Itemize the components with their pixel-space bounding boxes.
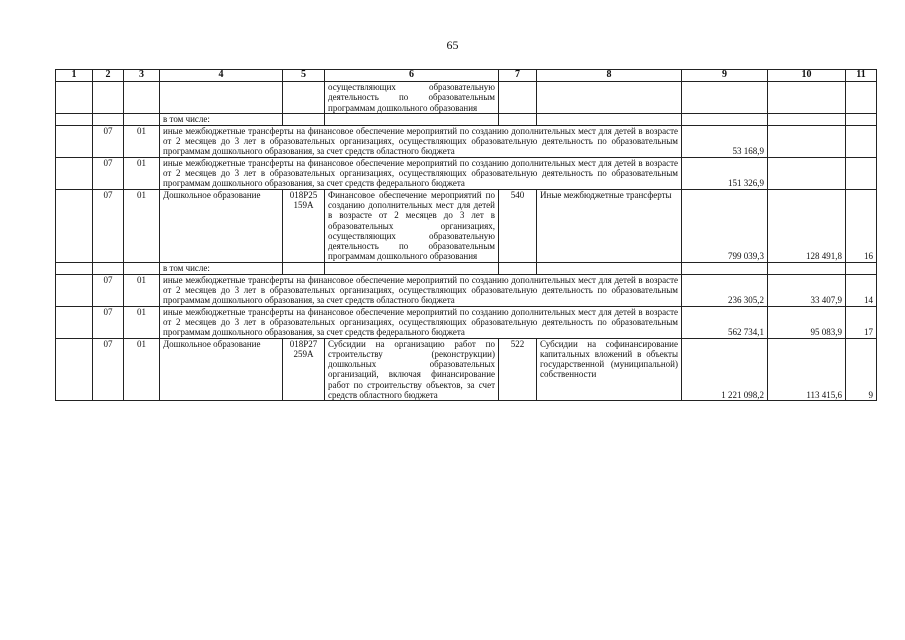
column-header: 2	[93, 70, 124, 82]
cell-empty	[160, 82, 283, 114]
amount-total: 236 305,2	[682, 274, 768, 306]
section-code: 07	[93, 125, 124, 157]
amount-count: 16	[846, 189, 877, 262]
section-name: Дошкольное образование	[160, 338, 283, 401]
cell-empty	[56, 125, 93, 157]
table-row	[56, 338, 877, 401]
cell-empty	[846, 262, 877, 274]
amount-total: 562 734,1	[682, 306, 768, 338]
cell-empty	[283, 113, 325, 125]
table-row	[56, 189, 877, 262]
amount-count: 9	[846, 338, 877, 401]
amount-secondary: 33 407,9	[768, 274, 846, 306]
description-cell: иные межбюджетные трансферты на финансовое обеспечение мероприятий по созданию дополнительных мест для детей в возрасте от 2 месяцев до 3 лет в образовательных организациях, осуществляющих образовательную деятельность по образовательным программам дошкольного образования, за счет средств федерального бюджета	[160, 157, 682, 189]
amount-count	[846, 125, 877, 157]
subheading-cell: в том числе:	[160, 113, 283, 125]
table-row	[56, 306, 877, 338]
table-row	[56, 274, 877, 306]
description-cell: иные межбюджетные трансферты на финансовое обеспечение мероприятий по созданию дополнительных мест для детей в возрасте от 2 месяцев до 3 лет в образовательных организациях, осуществляющих образовательную деятельность по образовательным программам дошкольного образования, за счет средств областного бюджета	[160, 274, 682, 306]
cell-empty	[93, 82, 124, 114]
table-row	[56, 82, 877, 114]
cell-empty	[325, 113, 499, 125]
column-header: 1	[56, 70, 93, 82]
subsection-code: 01	[124, 189, 160, 262]
cell-empty	[768, 82, 846, 114]
cell-empty	[93, 113, 124, 125]
table-row	[56, 125, 877, 157]
cell-empty	[537, 113, 682, 125]
cell-empty	[56, 338, 93, 401]
cell-empty	[682, 113, 768, 125]
amount-secondary	[768, 157, 846, 189]
section-code: 07	[93, 274, 124, 306]
target-article-code: 018Р27 259А	[283, 338, 325, 401]
cell-empty	[682, 262, 768, 274]
section-code: 07	[93, 338, 124, 401]
cell-empty	[56, 306, 93, 338]
header-row	[56, 70, 877, 82]
amount-secondary: 128 491,8	[768, 189, 846, 262]
amount-count: 17	[846, 306, 877, 338]
amount-secondary: 95 083,9	[768, 306, 846, 338]
cell-empty	[56, 82, 93, 114]
expense-type-code: 540	[499, 189, 537, 262]
target-article-code: 018Р25 159А	[283, 189, 325, 262]
cell-empty	[124, 82, 160, 114]
cell-empty	[283, 262, 325, 274]
cell-empty	[682, 82, 768, 114]
subsection-code: 01	[124, 306, 160, 338]
cell-empty	[768, 113, 846, 125]
target-article-name: Финансовое обеспечение мероприятий по созданию дополнительных мест для детей в возрасте от 2 месяцев до 3 лет в образовательных организациях, осуществляющих образовательную деятельность по образовательным программам дошкольного образования	[325, 189, 499, 262]
cell-empty	[56, 262, 93, 274]
section-code: 07	[93, 157, 124, 189]
amount-total: 1 221 098,2	[682, 338, 768, 401]
cell-empty	[499, 82, 537, 114]
column-header: 9	[682, 70, 768, 82]
cell-empty	[124, 113, 160, 125]
description-cell: иные межбюджетные трансферты на финансовое обеспечение мероприятий по созданию дополнительных мест для детей в возрасте от 2 месяцев до 3 лет в образовательных организациях, осуществляющих образовательную деятельность по образовательным программам дошкольного образования, за счет средств областного бюджета	[160, 125, 682, 157]
table-row	[56, 113, 877, 125]
cell-empty	[124, 262, 160, 274]
section-code: 07	[93, 306, 124, 338]
target-article-name: Субсидии на организацию работ по строительству (реконструкции) дошкольных образовательных организаций, включая финансирование работ по строительству объектов, за счет средств областного бюджета	[325, 338, 499, 401]
description-cell: осуществляющих образовательную деятельность по образовательным программам дошкольного образования	[325, 82, 499, 114]
expense-type-code: 522	[499, 338, 537, 401]
amount-count: 14	[846, 274, 877, 306]
subsection-code: 01	[124, 338, 160, 401]
section-name: Дошкольное образование	[160, 189, 283, 262]
column-header: 7	[499, 70, 537, 82]
amount-total: 53 168,9	[682, 125, 768, 157]
cell-empty	[325, 262, 499, 274]
cell-empty	[846, 113, 877, 125]
section-code: 07	[93, 189, 124, 262]
amount-total: 799 039,3	[682, 189, 768, 262]
cell-empty	[56, 157, 93, 189]
table-row	[56, 262, 877, 274]
column-header: 10	[768, 70, 846, 82]
cell-empty	[846, 82, 877, 114]
amount-secondary: 113 415,6	[768, 338, 846, 401]
amount-total: 151 326,9	[682, 157, 768, 189]
cell-empty	[56, 113, 93, 125]
subheading-cell: в том числе:	[160, 262, 283, 274]
column-header: 11	[846, 70, 877, 82]
expense-type-name: Иные межбюджетные трансферты	[537, 189, 682, 262]
cell-empty	[537, 262, 682, 274]
budget-table	[55, 69, 877, 401]
column-header: 8	[537, 70, 682, 82]
subsection-code: 01	[124, 274, 160, 306]
cell-empty	[499, 262, 537, 274]
table-row	[56, 157, 877, 189]
expense-type-name: Субсидии на софинансирование капитальных вложений в объекты государственной (муниципальной) собственности	[537, 338, 682, 401]
amount-count	[846, 157, 877, 189]
cell-empty	[93, 262, 124, 274]
cell-empty	[537, 82, 682, 114]
column-header: 6	[325, 70, 499, 82]
cell-empty	[56, 189, 93, 262]
column-header: 3	[124, 70, 160, 82]
subsection-code: 01	[124, 125, 160, 157]
cell-empty	[768, 262, 846, 274]
column-header: 4	[160, 70, 283, 82]
cell-empty	[56, 274, 93, 306]
cell-empty	[499, 113, 537, 125]
amount-secondary	[768, 125, 846, 157]
subsection-code: 01	[124, 157, 160, 189]
page-number: 65	[446, 38, 459, 52]
cell-empty	[283, 82, 325, 114]
column-header: 5	[283, 70, 325, 82]
description-cell: иные межбюджетные трансферты на финансовое обеспечение мероприятий по созданию дополнительных мест для детей в возрасте от 2 месяцев до 3 лет в образовательных организациях, осуществляющих образовательную деятельность по образовательным программам дошкольного образования, за счет средств федерального бюджета	[160, 306, 682, 338]
